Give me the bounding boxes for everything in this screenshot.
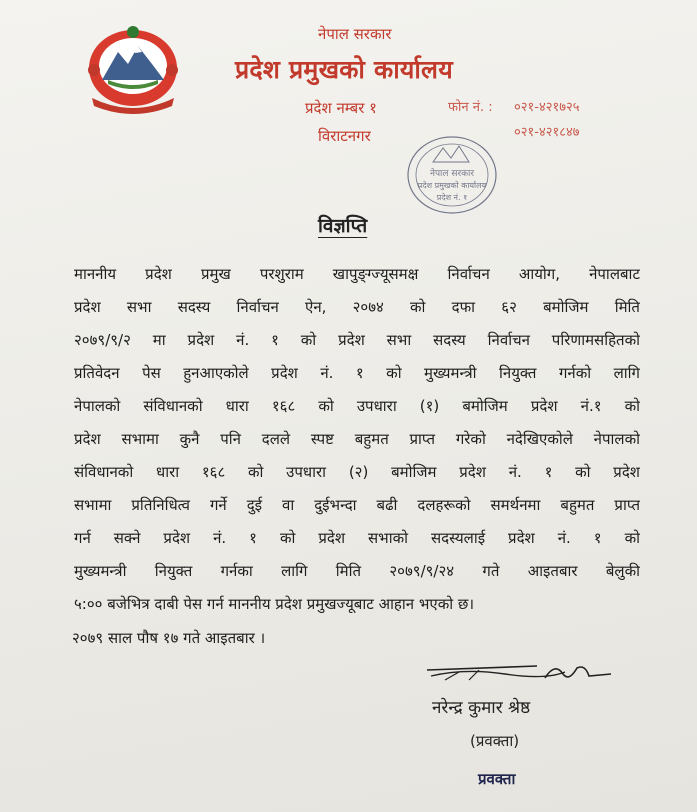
notice-line: प्रतिवेदन पेस हुनआएकोले प्रदेश नं. १ को मुख्यमन्त्री नियुक्त गर्नको लागि [74, 364, 640, 382]
notice-title: विज्ञप्ति [318, 215, 368, 237]
signer-role: (प्रवक्ता) [470, 732, 520, 750]
signature-icon [425, 660, 615, 694]
notice-line: सभामा प्रतिनिधित्व गर्ने दुई वा दुईभन्दा बढी दलहरूको समर्थनमा बहुमत प्राप्त [74, 496, 640, 514]
seal-line-1: नेपाल सरकार [429, 169, 475, 179]
office-name: प्रदेश प्रमुखको कार्यालय [235, 55, 453, 84]
office-seal-icon [403, 132, 501, 218]
seal-line-2: प्रदेश प्रमुखको कार्यालय [417, 181, 487, 190]
notice-line: नेपालको संविधानको धारा १६८ को उपधारा (१) बमोजिम प्रदेश नं.१ को [74, 397, 640, 415]
notice-line: मुख्यमन्त्री नियुक्त गर्नका लागि मिति २०७९/९/२४ गते आइतबार बेलुकी [74, 562, 640, 580]
notice-line: ५:०० बजेभित्र दाबी पेस गर्न माननीय प्रदेश प्रमुखज्यूबाट आहान भएको छ। [74, 595, 475, 613]
role-stamp: प्रवक्ता [478, 770, 516, 788]
phone-label: फोन नं. : [448, 100, 493, 115]
notice-line: माननीय प्रदेश प्रमुख परशुराम खापुङ्ग्ज्यूसमक्ष निर्वाचन आयोग, नेपालबाट [74, 265, 640, 283]
notice-line: २०७९/९/२ मा प्रदेश नं. १ को प्रदेश सभा सदस्य निर्वाचन परिणामसहितको [74, 331, 640, 349]
notice-date: २०७९ साल पौष १७ गते आइतबार । [72, 629, 266, 647]
phone-number-2: ०२१-४२१८४७ [514, 125, 580, 140]
notice-line: गर्न सक्ने प्रदेश नं. १ को प्रदेश सभाको सदस्यलाई प्रदेश नं. १ को [74, 529, 640, 547]
phone-number-1: ०२१-४२१७२५ [514, 100, 580, 115]
notice-line: प्रदेश सभामा कुनै पनि दलले स्पष्ट बहुमत प्राप्त गरेको नदेखिएकोले नेपालको [74, 430, 640, 448]
city-name: विराटनगर [318, 127, 371, 145]
province-name: प्रदेश नम्बर १ [305, 99, 377, 117]
government-name: नेपाल सरकार [318, 25, 392, 43]
notice-line: संविधानको धारा १६८ को उपधारा (२) बमोजिम प्रदेश नं. १ को प्रदेश [74, 463, 640, 481]
signer-name: नरेन्द्र कुमार श्रेष्ठ [432, 698, 531, 718]
nepal-coat-of-arms-icon [80, 18, 186, 114]
seal-line-3: प्रदेश नं. १ [436, 193, 468, 202]
notice-line: प्रदेश सभा सदस्य निर्वाचन ऐन, २०७४ को दफा ६२ बमोजिम मिति [74, 298, 640, 316]
